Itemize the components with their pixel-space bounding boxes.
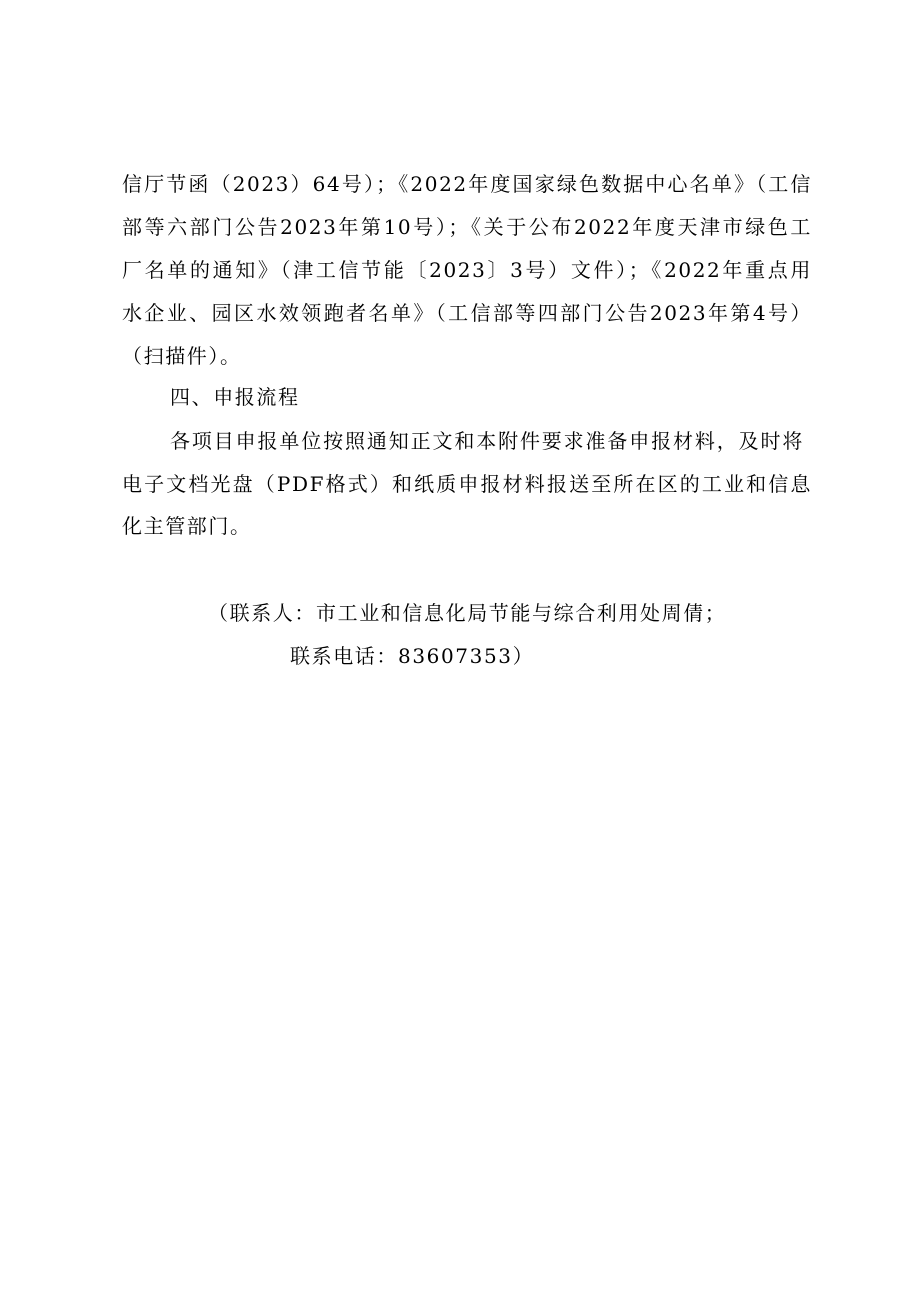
contact-line: （联系人：市工业和信息化局节能与综合利用处周倩； — [208, 601, 727, 625]
paragraph-line: 水企业、园区水效领跑者名单》（工信部等四部门公告2023年第4号） — [122, 301, 812, 325]
paragraph-line: （扫描件）。 — [122, 344, 242, 368]
section-body-line: 各项目申报单位按照通知正文和本附件要求准备申报材料，及时将 — [170, 429, 804, 453]
paragraph-line: 厂名单的通知》（津工信节能〔2023〕3号）文件）；《2022年重点用 — [122, 258, 812, 282]
contact-line: 联系电话：83607353） — [290, 644, 535, 668]
section-body-line: 化主管部门。 — [122, 514, 252, 538]
section-heading: 四、申报流程 — [170, 385, 300, 409]
paragraph-line: 信厅节函（2023）64号）；《2022年度国家绿色数据中心名单》（工信 — [122, 172, 812, 196]
paragraph-line: 部等六部门公告2023年第10号）；《关于公布2022年度天津市绿色工 — [122, 215, 812, 239]
section-body-line: 电子文档光盘（PDF格式）和纸质申报材料报送至所在区的工业和信息 — [122, 472, 812, 496]
